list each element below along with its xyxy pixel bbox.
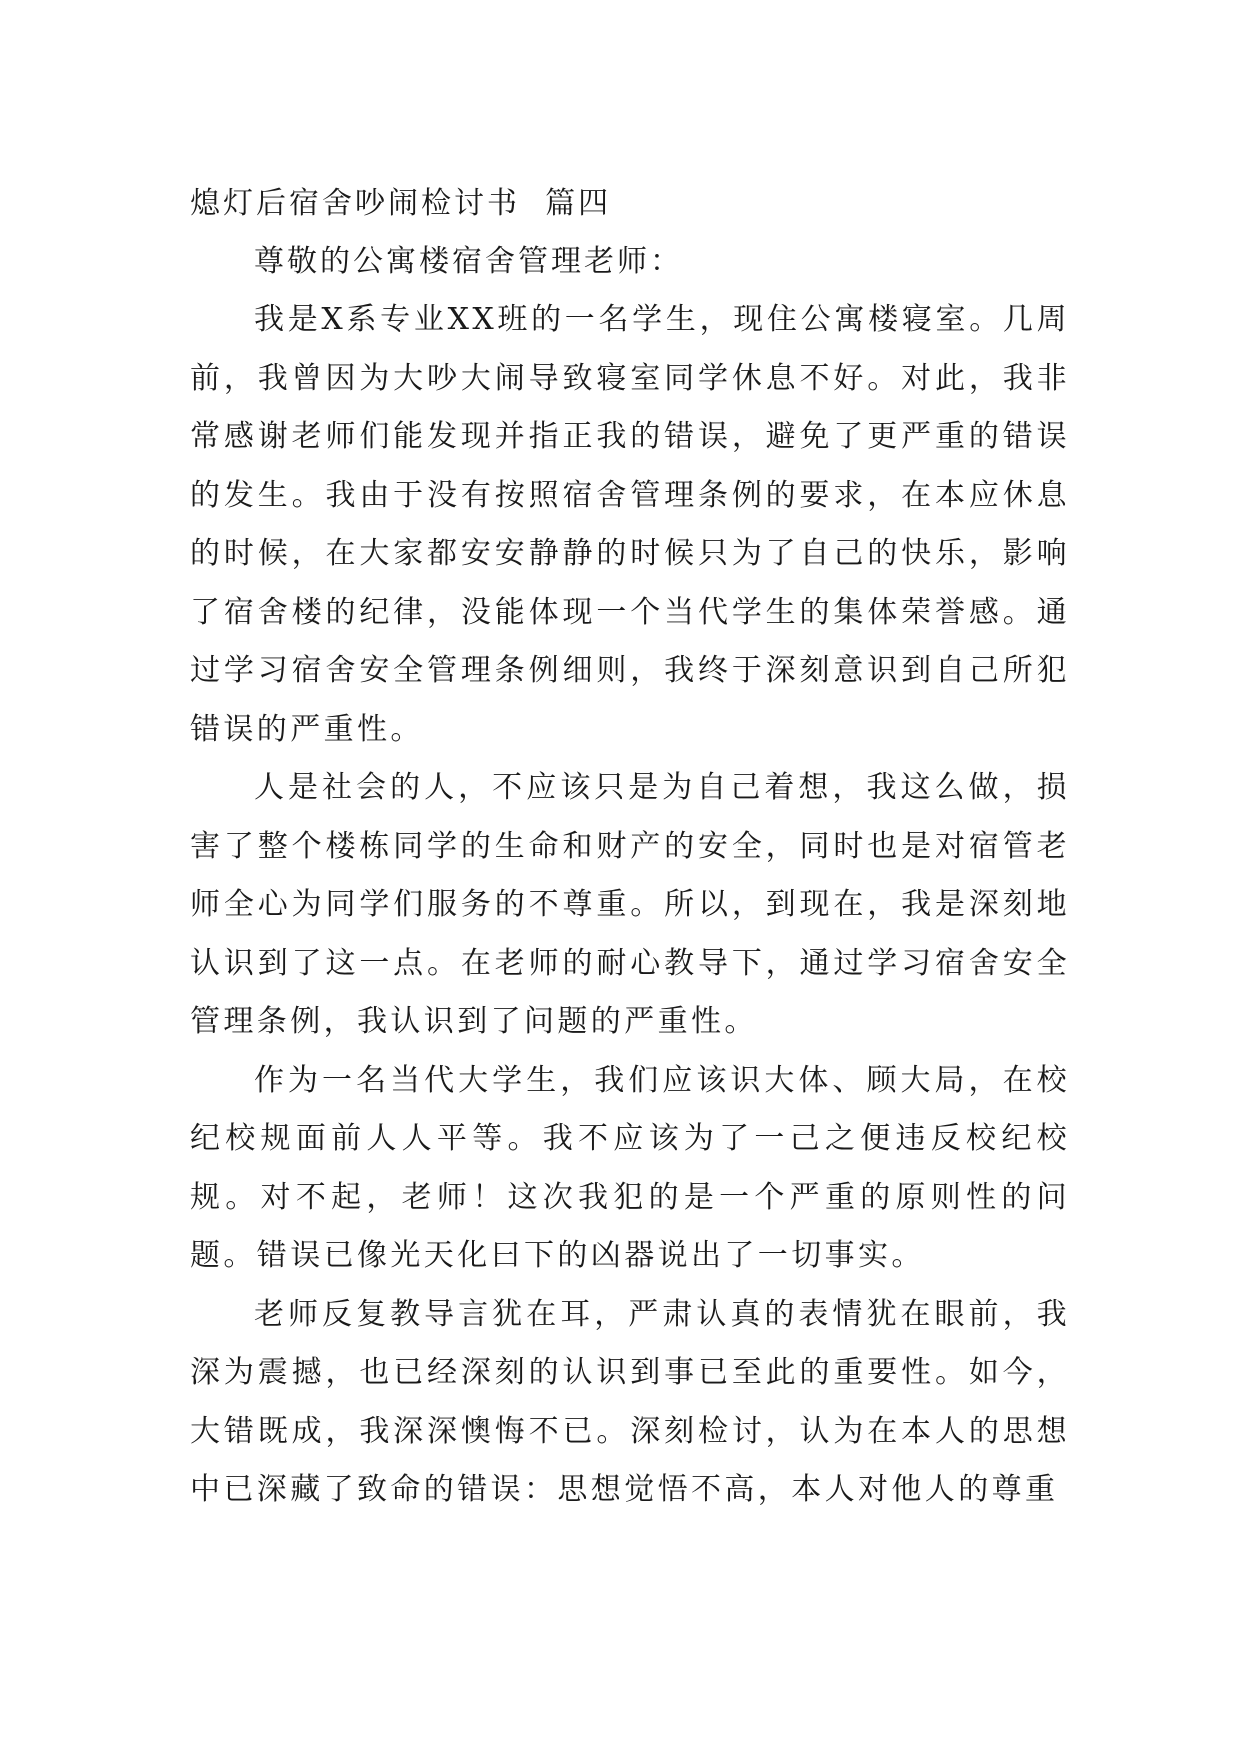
document-title: 熄灯后宿舍吵闹检讨书 篇四 — [190, 186, 612, 221]
paragraph-3: 作为一名当代大学生，我们应该识大体、顾大局，在校纪校规面前人人平等。我不应该为了一己之便违反校纪校规。对不起，老师！这次我犯的是一个严重的原则性的问题。错误已像光天化曰下的凶器说出了一切事实。 — [190, 1062, 1070, 1273]
paragraph-4: 老师反复教导言犹在耳，严肃认真的表情犹在眼前，我深为震撼，也已经深刻的认识到事已至此的重要性。如今，大错既成，我深深懊悔不已。深刻检讨，认为在本人的思想中已深藏了致命的错误：思想觉悟不高，本人对他人的尊重 — [190, 1296, 1070, 1507]
paragraph-2: 人是社会的人，不应该只是为自己着想，我这么做，损害了整个楼栋同学的生命和财产的安全，同时也是对宿管老师全心为同学们服务的不尊重。所以，到现在，我是深刻地认识到了这一点。在老师的耐心教导下，通过学习宿舍安全管理条例，我认识到了问题的严重性。 — [190, 770, 1070, 1039]
paragraph-1: 我是X系专业XX班的一名学生，现住公寓楼寝室。几周前，我曾因为大吵大闹导致寝室同学休息不好。对此，我非常感谢老师们能发现并指正我的错误，避免了更严重的错误的发生。我由于没有按照宿舍管理条例的要求，在本应休息的时候，在大家都安安静静的时候只为了自己的快乐，影响了宿舍楼的纪律，没能体现一个当代学生的集体荣誉感。通过学习宿舍安全管理条例细则，我终于深刻意识到自己所犯错误的严重性。 — [190, 302, 1070, 747]
salutation: 尊敬的公寓楼宿舍管理老师： — [254, 244, 683, 279]
document-body — [190, 175, 1070, 1520]
